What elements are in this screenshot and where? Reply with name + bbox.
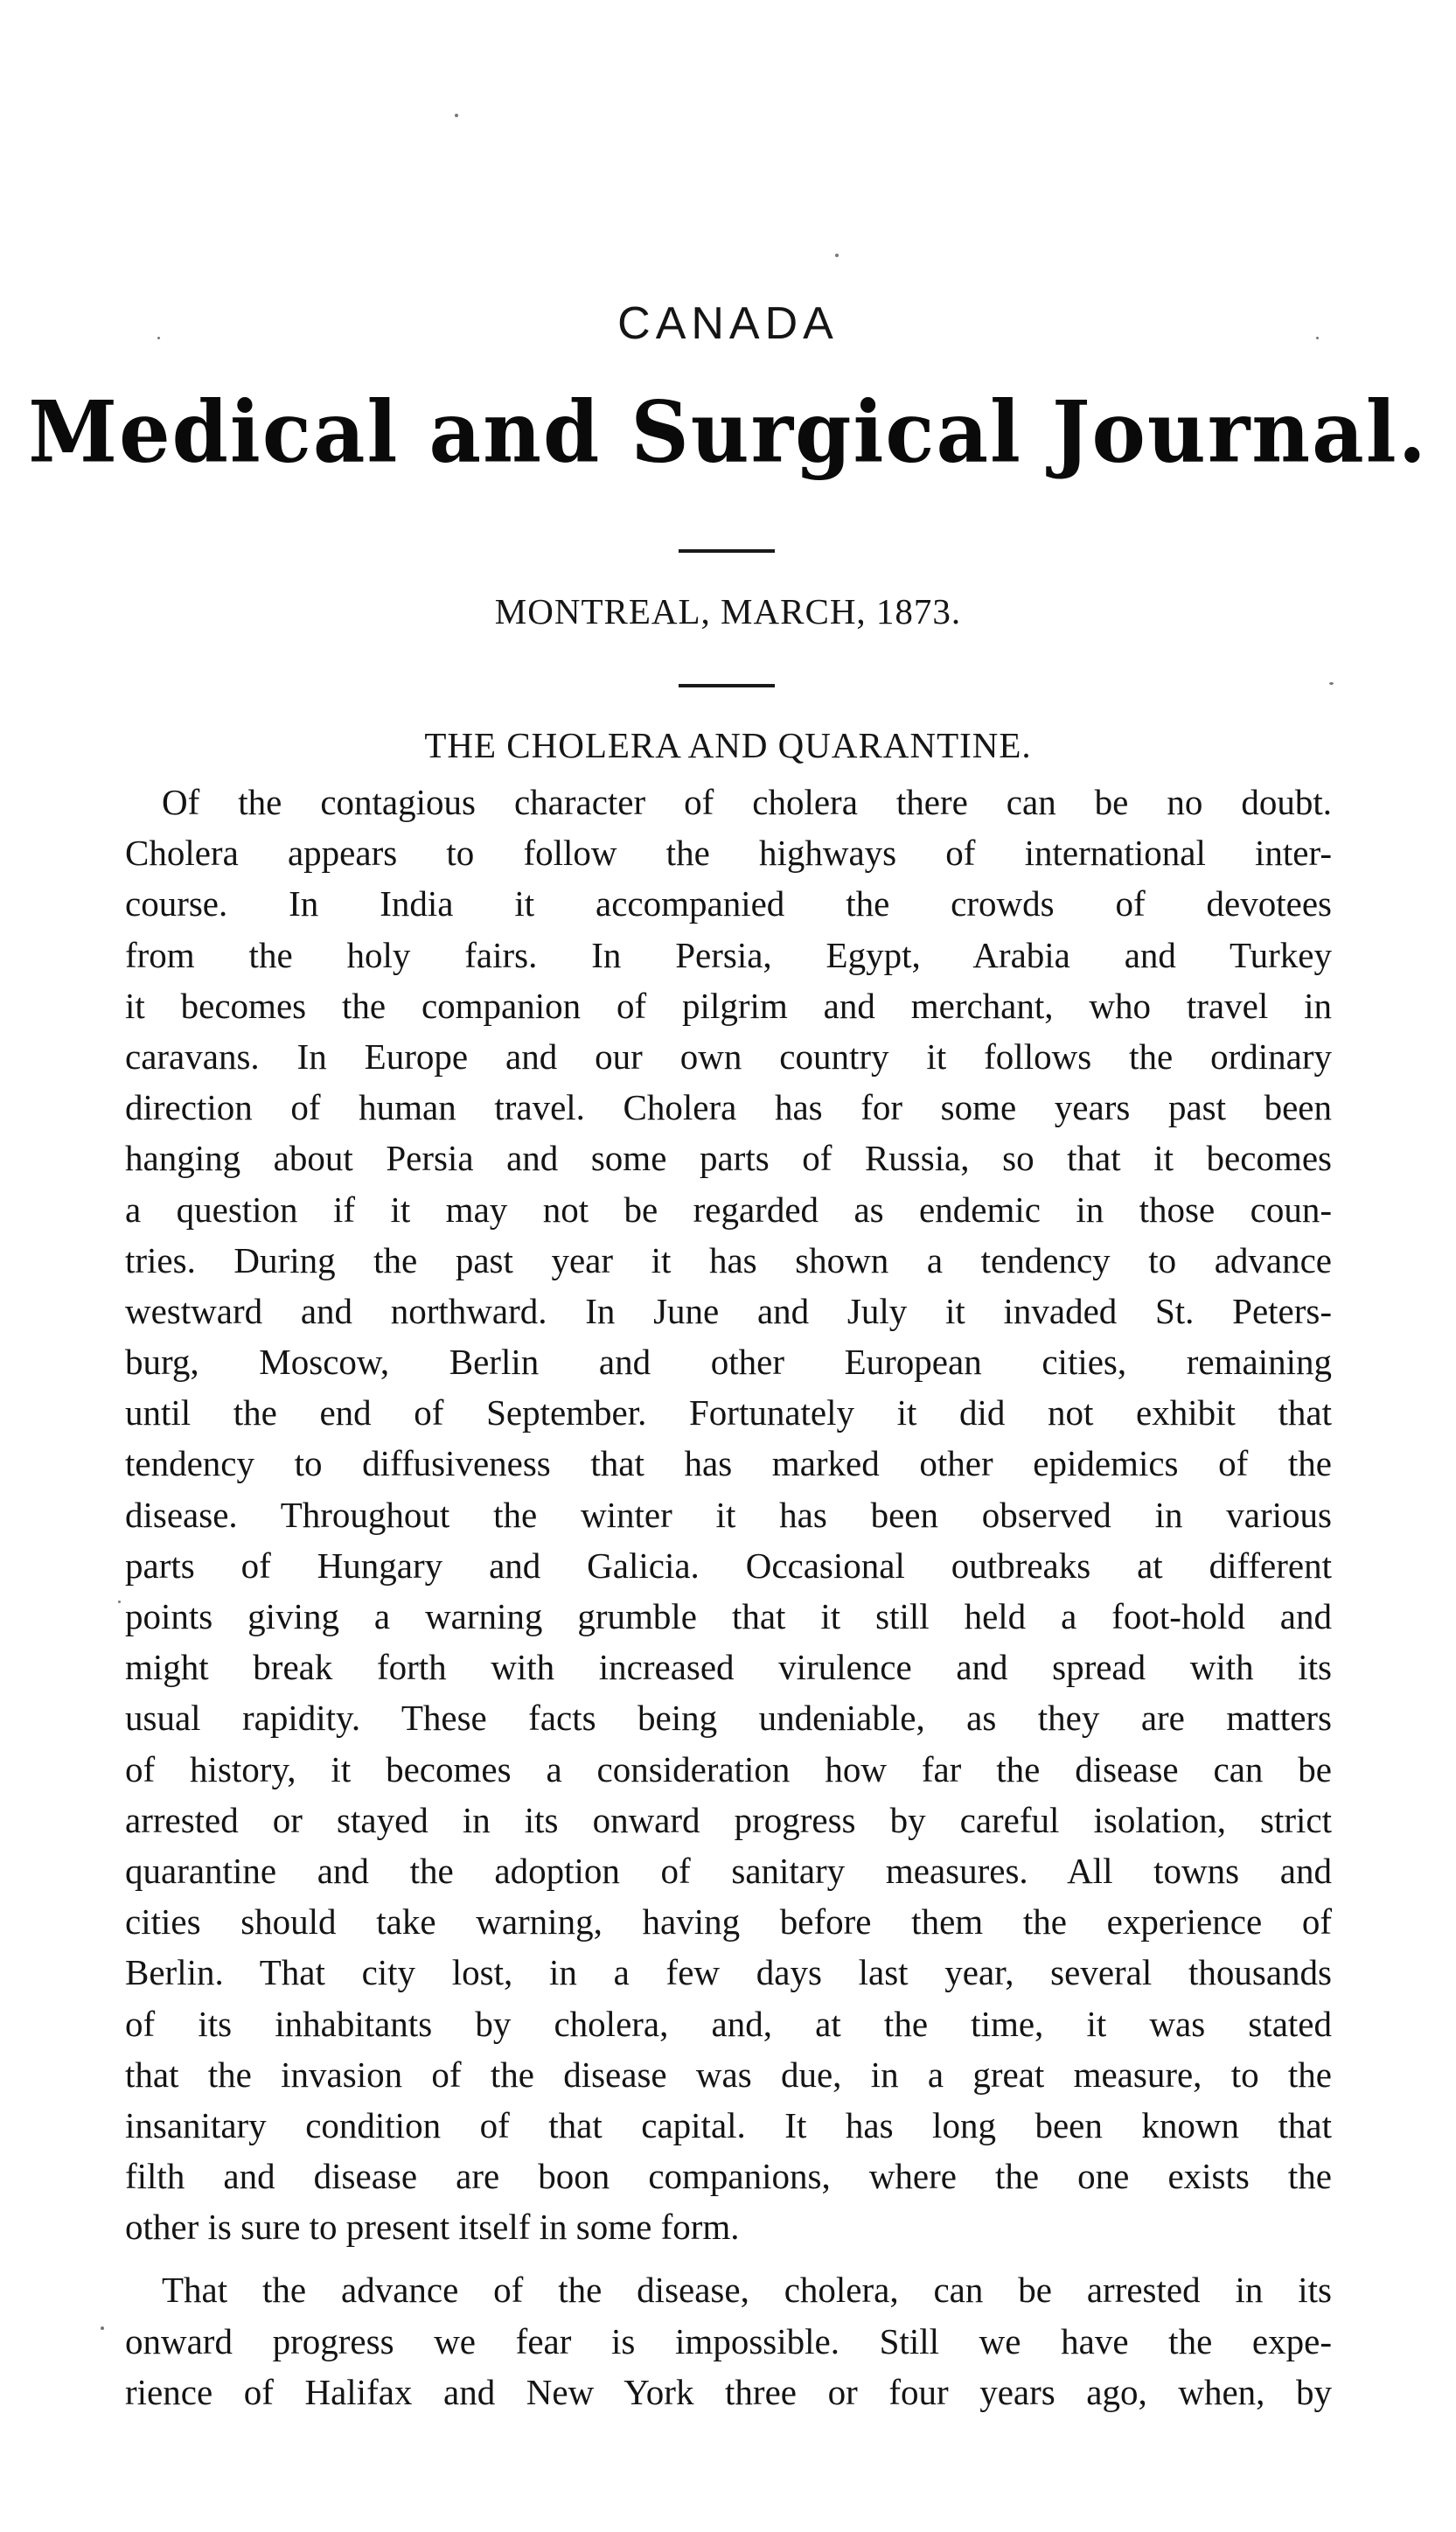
text-line: hanging about Persia and some parts of Russia, so that it becomes xyxy=(125,1138,1332,1179)
paragraph-gap xyxy=(125,2252,1332,2264)
text-line: Of the contagious character of cholera there can be no doubt. xyxy=(162,782,1332,822)
scan-speck xyxy=(101,2326,104,2330)
text-line: points giving a warning grumble that it still held a foot-hold and xyxy=(125,1596,1332,1636)
paragraph-2 xyxy=(125,2264,1332,2417)
text-line: tries. During the past year it has shown a tendency to advance xyxy=(125,1239,1332,1280)
text-line: disease. Throughout the winter it has been observed in various xyxy=(125,1494,1332,1535)
text-line: cities should take warning, having before them the experience of xyxy=(125,1901,1332,1943)
text-line: onward progress we fear is impossible. Still we have the expe- xyxy=(125,2320,1332,2361)
scan-speck xyxy=(1316,337,1319,339)
text-line: insanitary condition of that capital. It has long been known that xyxy=(125,2104,1332,2145)
text-line: quarantine and the adoption of sanitary measures. All towns and xyxy=(125,1850,1332,1891)
journal-country-heading: CANADA xyxy=(617,298,839,349)
text-line: tendency to diffusiveness that has marked other epidemics of the xyxy=(125,1443,1332,1484)
text-line: caravans. In Europe and our own country it follows the ordinary xyxy=(125,1036,1332,1077)
paragraph-1 xyxy=(125,777,1332,2252)
scan-speck xyxy=(455,114,458,117)
text-line: it becomes the companion of pilgrim and merchant, who travel in xyxy=(125,985,1332,1026)
text-line: burg, Moscow, Berlin and other European cities, remaining xyxy=(125,1342,1332,1383)
text-line: from the holy fairs. In Persia, Egypt, Arabia and Turkey xyxy=(125,934,1332,975)
scan-speck xyxy=(1329,682,1334,685)
text-line: might break forth with increased virulence and spread with its xyxy=(125,1647,1332,1688)
text-line: of history, it becomes a consideration how far the disease can be xyxy=(125,1748,1332,1789)
text-line: rience of Halifax and New York three or four years ago, when, by xyxy=(125,2371,1332,2412)
article-body xyxy=(125,777,1332,2417)
text-line: course. In India it accompanied the crowds of devotees xyxy=(125,883,1332,924)
text-line: Cholera appears to follow the highways of international inter- xyxy=(125,833,1332,874)
text-line: other is sure to present itself in some form. xyxy=(125,2207,740,2248)
header-divider-bottom xyxy=(679,684,775,687)
text-line: arrested or stayed in its onward progress by careful isolation, strict xyxy=(125,1799,1332,1840)
article-title: THE CHOLERA AND QUARANTINE. xyxy=(424,725,1032,765)
text-line: until the end of September. Fortunately it did not exhibit that xyxy=(125,1392,1332,1433)
text-line: usual rapidity. These facts being undeniable, as they are matters xyxy=(125,1698,1332,1739)
header-divider-top xyxy=(679,549,775,553)
text-line: that the invasion of the disease was due, in a great measure, to the xyxy=(125,2054,1332,2095)
text-line: a question if it may not be regarded as endemic in those coun- xyxy=(125,1189,1332,1230)
text-line: filth and disease are boon companions, where the one exists the xyxy=(125,2156,1332,2197)
scan-speck xyxy=(118,1601,121,1603)
dateline: MONTREAL, MARCH, 1873. xyxy=(494,591,962,631)
journal-name-heading: Medical and Surgical Journal. xyxy=(28,382,1428,482)
text-line: Berlin. That city lost, in a few days last year, several thousands xyxy=(125,1952,1332,1993)
text-line: That the advance of the disease, cholera, can be arrested in its xyxy=(162,2270,1332,2311)
scan-speck xyxy=(157,337,160,339)
text-line: direction of human travel. Cholera has for some years past been xyxy=(125,1087,1332,1128)
text-line: westward and northward. In June and July it invaded St. Peters- xyxy=(125,1290,1332,1331)
text-line: of its inhabitants by cholera, and, at the time, it was stated xyxy=(125,2003,1332,2044)
text-line: parts of Hungary and Galicia. Occasional outbreaks at different xyxy=(125,1545,1332,1586)
scan-speck xyxy=(835,254,839,257)
